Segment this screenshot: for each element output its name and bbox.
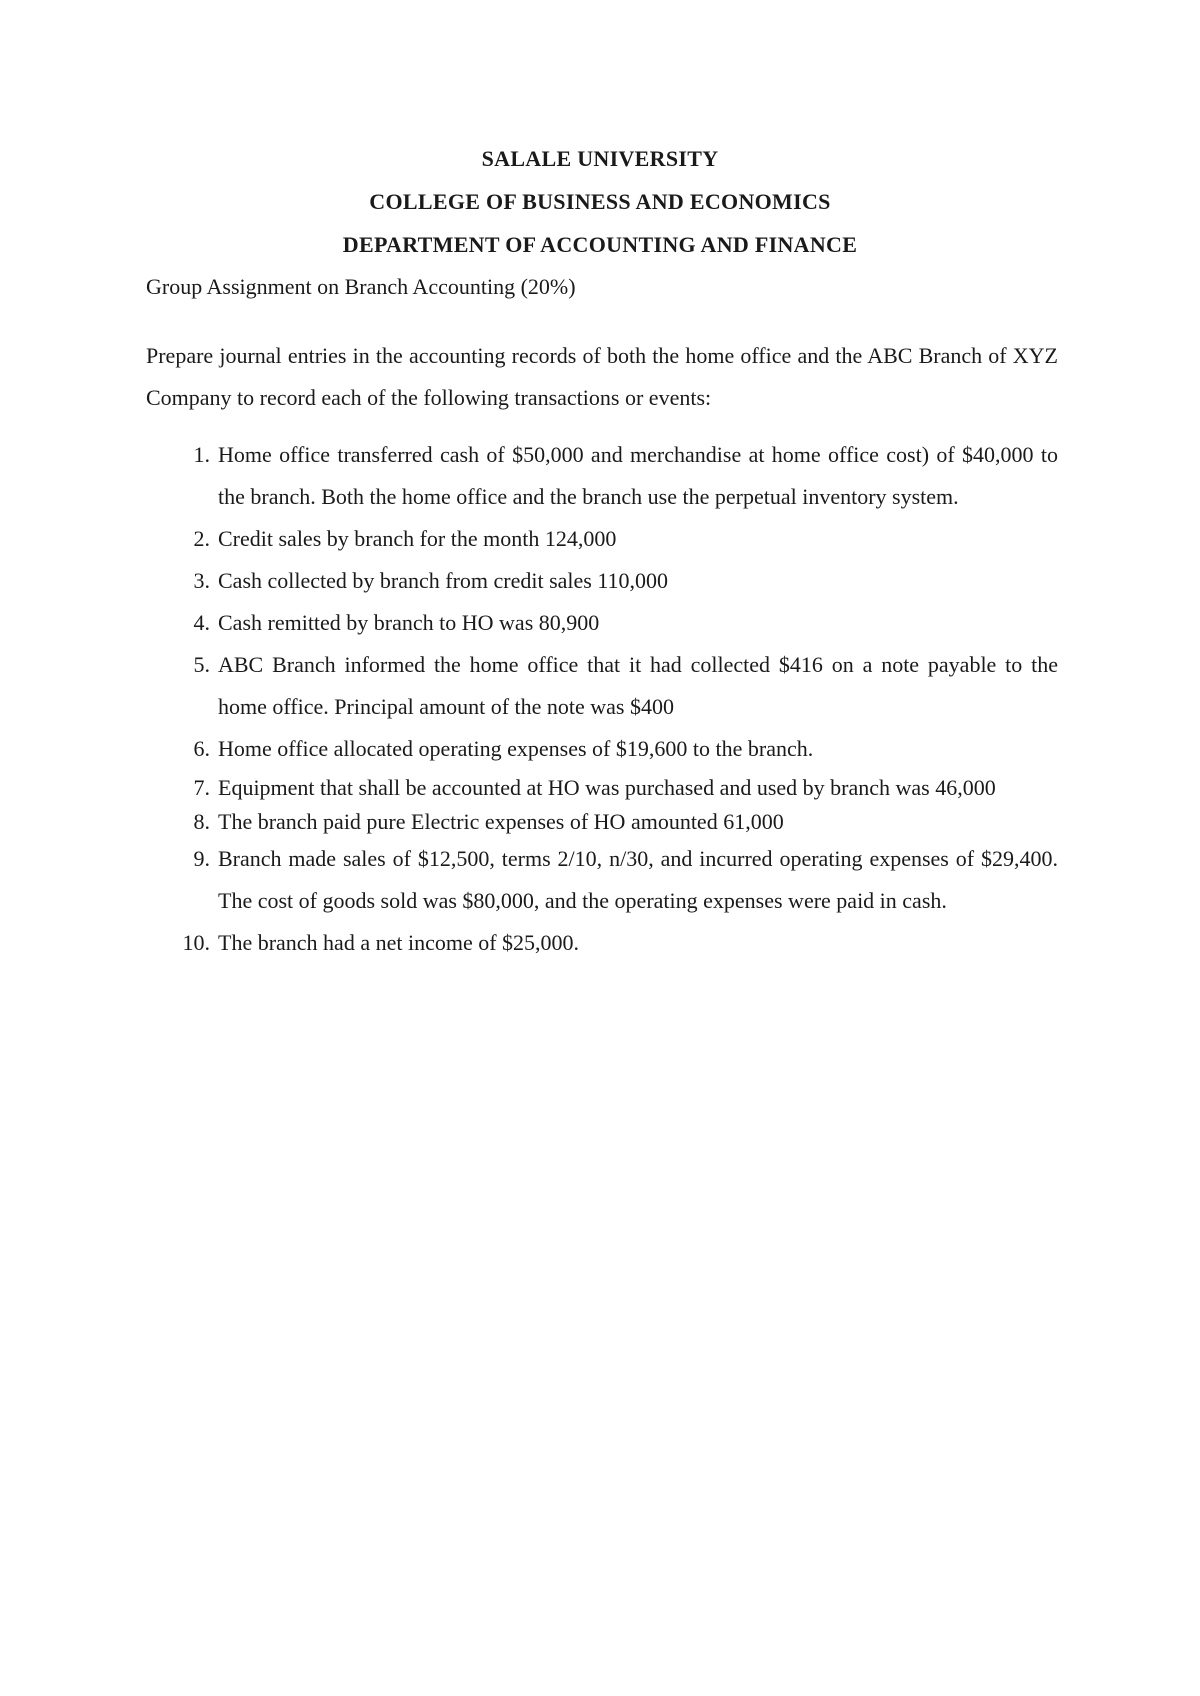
university-heading: SALALE UNIVERSITY <box>481 146 719 171</box>
item-text: The branch paid pure Electric expenses of HO amounted 61,000 <box>218 809 784 834</box>
item-text: Cash collected by branch from credit sales 110,000 <box>218 568 669 593</box>
list-item <box>146 772 1058 804</box>
transactions-list <box>146 434 1058 964</box>
item-text: Branch made sales of $12,500, terms 2/10, n/30, and incurred operating expenses of $29,400. The cost of goods sold was $80,000, and the operating expenses were paid in cash. <box>218 846 1058 913</box>
item-text: Equipment that shall be accounted at HO was purchased and used by branch was 46,000 <box>218 775 996 800</box>
list-item <box>146 518 1058 560</box>
college-heading: COLLEGE OF BUSINESS AND ECONOMICS <box>369 189 831 214</box>
item-text: Credit sales by branch for the month 124,000 <box>218 526 617 551</box>
item-number: 8. <box>193 809 210 834</box>
item-text: Cash remitted by branch to HO was 80,900 <box>218 610 600 635</box>
list-item <box>146 602 1058 644</box>
list-item <box>146 806 1058 838</box>
item-number: 9. <box>193 846 210 871</box>
list-item <box>146 838 1058 922</box>
item-number: 7. <box>193 775 210 800</box>
instructions-paragraph: Prepare journal entries in the accounting records of both the home office and the ABC Branch of XYZ Company to record each of the following transactions or events: <box>146 343 1058 410</box>
item-number: 2. <box>193 526 210 551</box>
item-number: 5. <box>193 652 210 677</box>
item-number: 4. <box>193 610 210 635</box>
item-text: Home office allocated operating expenses of $19,600 to the branch. <box>218 736 814 761</box>
item-text: The branch had a net income of $25,000. <box>218 930 580 955</box>
item-number: 3. <box>193 568 210 593</box>
list-item <box>146 644 1058 728</box>
assignment-title: Group Assignment on Branch Accounting (20%) <box>146 274 576 299</box>
item-number: 1. <box>193 442 210 467</box>
list-item <box>146 434 1058 518</box>
list-item <box>146 728 1058 770</box>
department-heading: DEPARTMENT OF ACCOUNTING AND FINANCE <box>342 232 858 257</box>
list-item <box>146 560 1058 602</box>
item-number: 6. <box>193 736 210 761</box>
list-item <box>146 922 1058 964</box>
item-number: 10. <box>182 930 210 955</box>
item-text: ABC Branch informed the home office that it had collected $416 on a note payable to the home office. Principal amount of the note was $400 <box>218 652 1058 719</box>
item-text: Home office transferred cash of $50,000 and merchandise at home office cost) of $40,000 to the branch. Both the home office and the branch use the perpetual inventory system. <box>218 442 1058 509</box>
